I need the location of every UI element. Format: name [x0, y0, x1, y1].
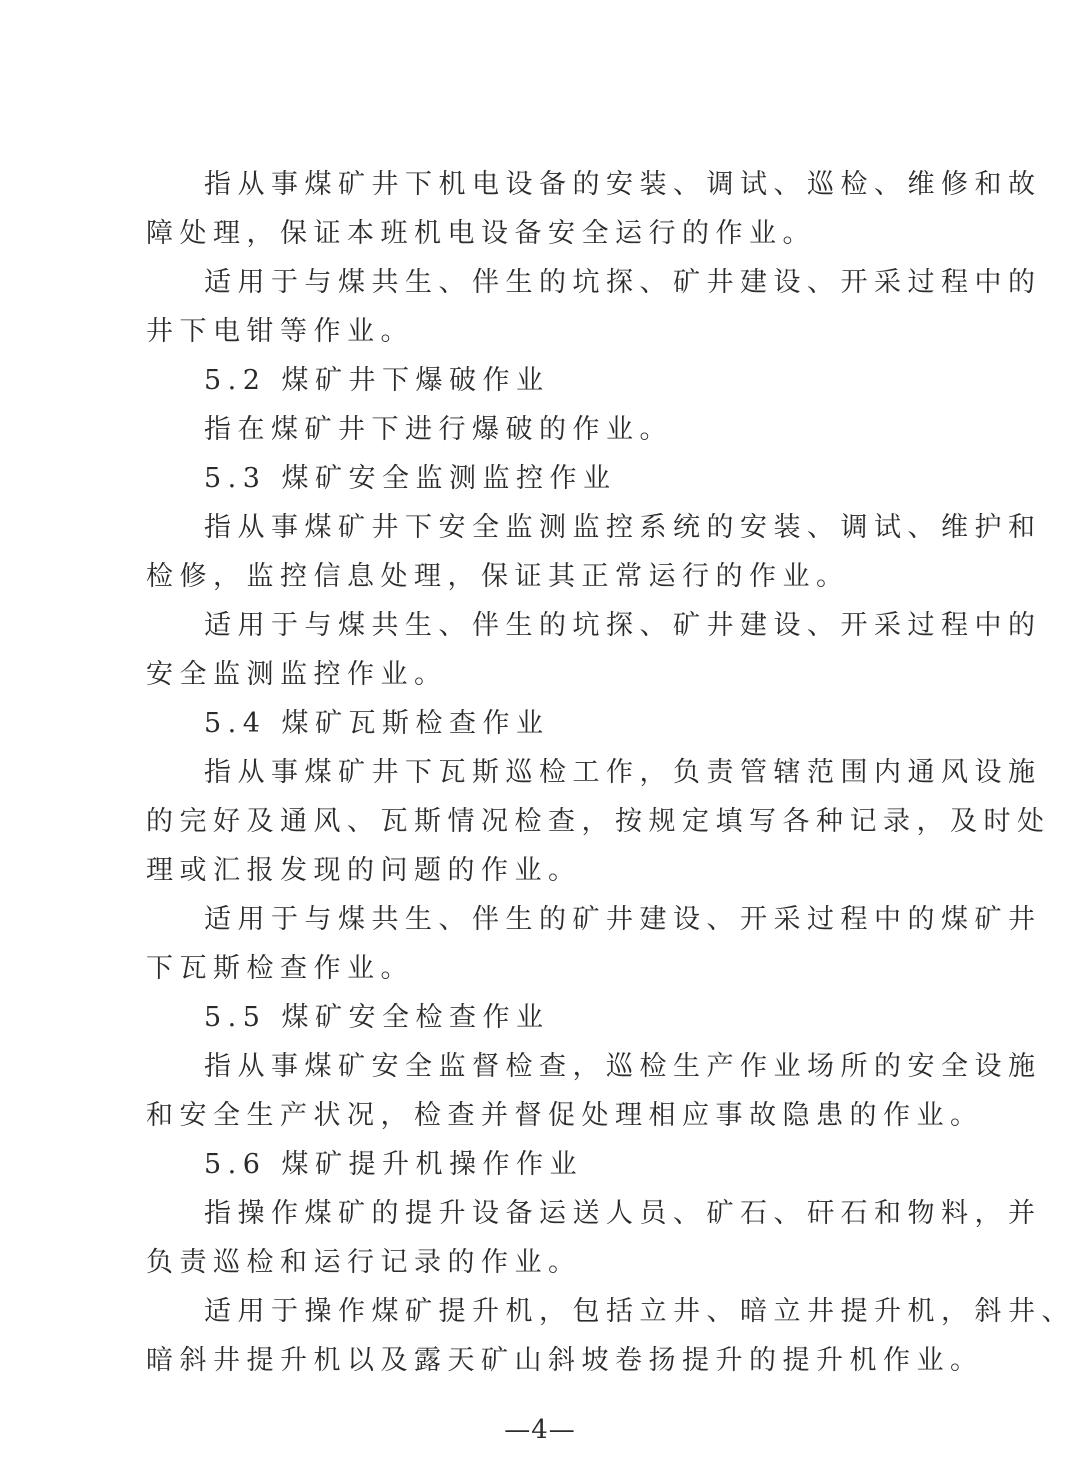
paragraph-line: 的完好及通风、瓦斯情况检查，按规定填写各种记录，及时处: [146, 806, 1051, 837]
paragraph-line: 指从事煤矿井下机电设备的安装、调试、巡检、维修和故: [204, 169, 1042, 200]
section-heading-5-5: 5.5 煤矿安全检查作业: [204, 1002, 550, 1033]
paragraph-line: 适用于与煤共生、伴生的坑探、矿井建设、开采过程中的: [204, 610, 1042, 641]
section-heading-5-3: 5.3 煤矿安全监测监控作业: [204, 463, 617, 494]
paragraph-line: 指从事煤矿安全监督检查，巡检生产作业场所的安全设施: [204, 1051, 1042, 1082]
document-body: [146, 160, 1075, 1385]
paragraph-line: 理或汇报发现的问题的作业。: [146, 855, 582, 886]
section-heading-5-6: 5.6 煤矿提升机操作作业: [204, 1149, 584, 1180]
paragraph-line: 障处理，保证本班机电设备安全运行的作业。: [146, 218, 816, 249]
paragraph-line: 指操作煤矿的提升设备运送人员、矿石、矸石和物料，并: [204, 1198, 1042, 1229]
paragraph-line: 安全监测监控作业。: [146, 659, 448, 690]
paragraph-line: 指从事煤矿井下瓦斯巡检工作，负责管辖范围内通风设施: [204, 757, 1042, 788]
paragraph-line: 适用于与煤共生、伴生的坑探、矿井建设、开采过程中的: [204, 267, 1042, 298]
paragraph-line: 适用于与煤共生、伴生的矿井建设、开采过程中的煤矿井: [204, 904, 1042, 935]
section-heading-5-2: 5.2 煤矿井下爆破作业: [204, 365, 550, 396]
paragraph-line: 暗斜井提升机以及露天矿山斜坡卷扬提升的提升机作业。: [146, 1345, 984, 1376]
section-heading-5-4: 5.4 煤矿瓦斯检查作业: [204, 708, 550, 739]
paragraph-line: 指在煤矿井下进行爆破的作业。: [204, 414, 673, 445]
paragraph-line: 和安全生产状况，检查并督促处理相应事故隐患的作业。: [146, 1100, 984, 1131]
paragraph-line: 指从事煤矿井下安全监测监控系统的安装、调试、维护和: [204, 512, 1042, 543]
paragraph-line: 井下电钳等作业。: [146, 316, 414, 347]
paragraph-line: 检修，监控信息处理，保证其正常运行的作业。: [146, 561, 850, 592]
page-number: —4—: [504, 1415, 576, 1445]
paragraph-line: 下瓦斯检查作业。: [146, 953, 414, 984]
paragraph-line: 适用于操作煤矿提升机，包括立井、暗立井提升机，斜井、: [204, 1296, 1075, 1327]
paragraph-line: 负责巡检和运行记录的作业。: [146, 1247, 582, 1278]
